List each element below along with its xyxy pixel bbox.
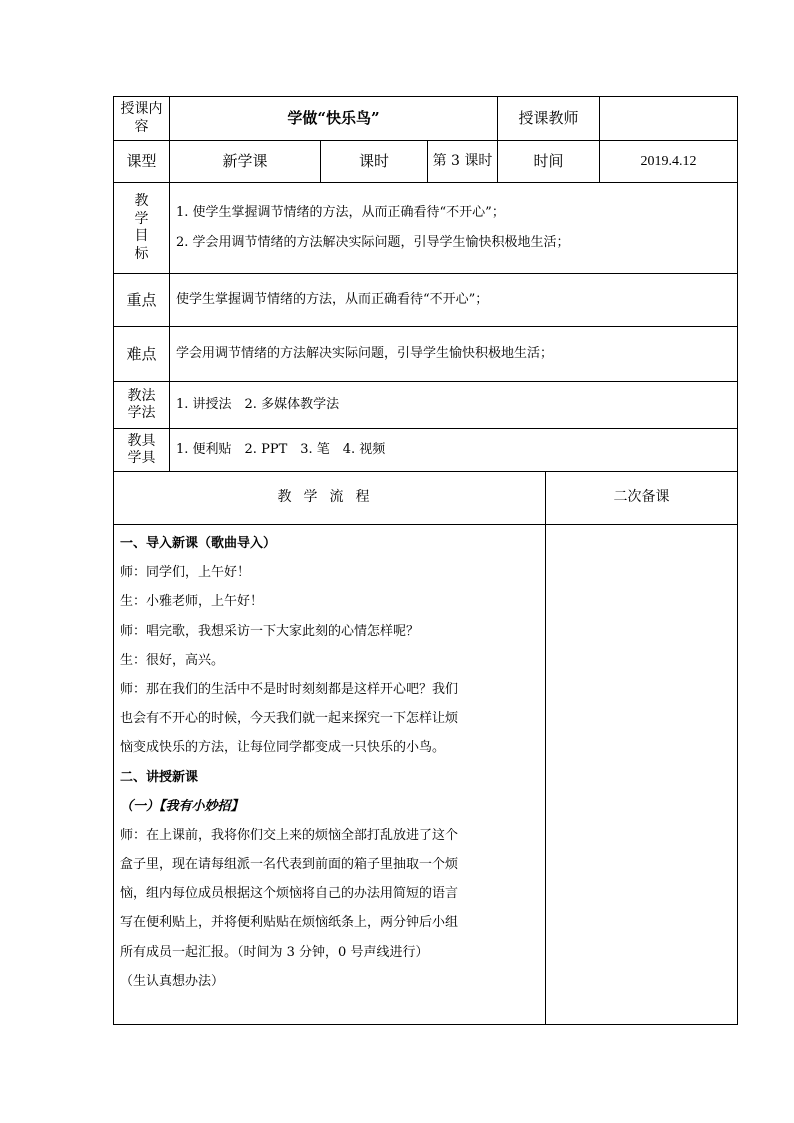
dialogue-line: 师：唱完歌，我想采访一下大家此刻的心情怎样呢？ [120, 623, 420, 639]
section-heading: 一、导入新课（歌曲导入） [120, 536, 277, 551]
key-point-label: 重点 [114, 274, 170, 327]
dialogue-line: 也会有不开心的时候，今天我们就一起来探究一下怎样让烦 [120, 711, 459, 727]
section-heading: 二、讲授新课 [120, 769, 199, 785]
prep-content [546, 525, 738, 1025]
prep-title: 二次备课 [546, 472, 738, 525]
dialogue-line: 师：在上课前，我将你们交上来的烦恼全部打乱放进了这个 [120, 827, 459, 843]
dialogue-line: 盒子里，现在请每组派一名代表到前面的箱子里抽取一个烦 [120, 857, 459, 873]
row-difficulty [114, 327, 738, 382]
teacher-value [600, 97, 738, 141]
goal-item: 1. 使学生掌握调节情绪的方法，从而正确看待“不开心”； [176, 205, 505, 220]
difficulty-value: 学会用调节情绪的方法解决实际问题，引导学生愉快积极地生活； [170, 327, 738, 382]
dialogue-line: 生：小雅老师，上午好！ [120, 594, 264, 610]
hour-value: 第 3 课时 [428, 141, 498, 183]
time-value: 2019.4.12 [600, 141, 738, 183]
type-value: 新学课 [170, 141, 321, 183]
type-label: 课型 [114, 141, 170, 183]
methods-value: 1. 讲授法 2. 多媒体教学法 [170, 382, 738, 429]
difficulty-label: 难点 [114, 327, 170, 382]
flow-content [114, 525, 546, 1025]
dialogue-line: 师：那在我们的生活中不是时时刻刻都是这样开心吧？我们 [120, 681, 459, 697]
dialogue-line: 所有成员一起汇报。（时间为 3 分钟，0 号声线进行） [120, 944, 429, 960]
dialogue-line: 生：很好，高兴。 [120, 652, 225, 668]
subsection-heading: （一）【我有小妙招】 [120, 798, 244, 814]
dialogue-line: 恼，组内每位成员根据这个烦恼将自己的办法用简短的语言 [120, 886, 459, 902]
content-label: 授课内容 [114, 97, 170, 141]
flow-title: 教学流程 [114, 472, 546, 525]
content-value: 学做“快乐鸟” [170, 97, 498, 141]
dialogue-line: （生认真想办法） [120, 973, 225, 989]
methods-label: 教法学法 [114, 382, 170, 429]
row-key-point [114, 274, 738, 327]
row-flow-body [114, 525, 738, 1025]
time-label: 时间 [498, 141, 600, 183]
row-content [114, 97, 738, 141]
dialogue-line: 恼变成快乐的方法，让每位同学都变成一只快乐的小鸟。 [120, 740, 446, 756]
tools-value: 1. 便利贴 2. PPT 3. 笔 4. 视频 [170, 429, 738, 472]
goals-content [170, 183, 738, 274]
row-type [114, 141, 738, 183]
row-tools [114, 429, 738, 472]
lesson-plan-table [113, 96, 738, 1025]
hour-label: 课时 [321, 141, 428, 183]
key-point-value: 使学生掌握调节情绪的方法，从而正确看待“不开心”； [170, 274, 738, 327]
row-goals [114, 183, 738, 274]
goals-label: 教学目标 [114, 183, 170, 274]
dialogue-line: 师：同学们，上午好！ [120, 565, 251, 581]
teacher-label: 授课教师 [498, 97, 600, 141]
dialogue-line: 写在便利贴上，并将便利贴贴在烦恼纸条上，两分钟后小组 [120, 915, 459, 931]
row-methods [114, 382, 738, 429]
tools-label: 教具学具 [114, 429, 170, 472]
row-flow-header [114, 472, 738, 525]
goal-item: 2. 学会用调节情绪的方法解决实际问题，引导学生愉快积极地生活； [176, 235, 570, 250]
